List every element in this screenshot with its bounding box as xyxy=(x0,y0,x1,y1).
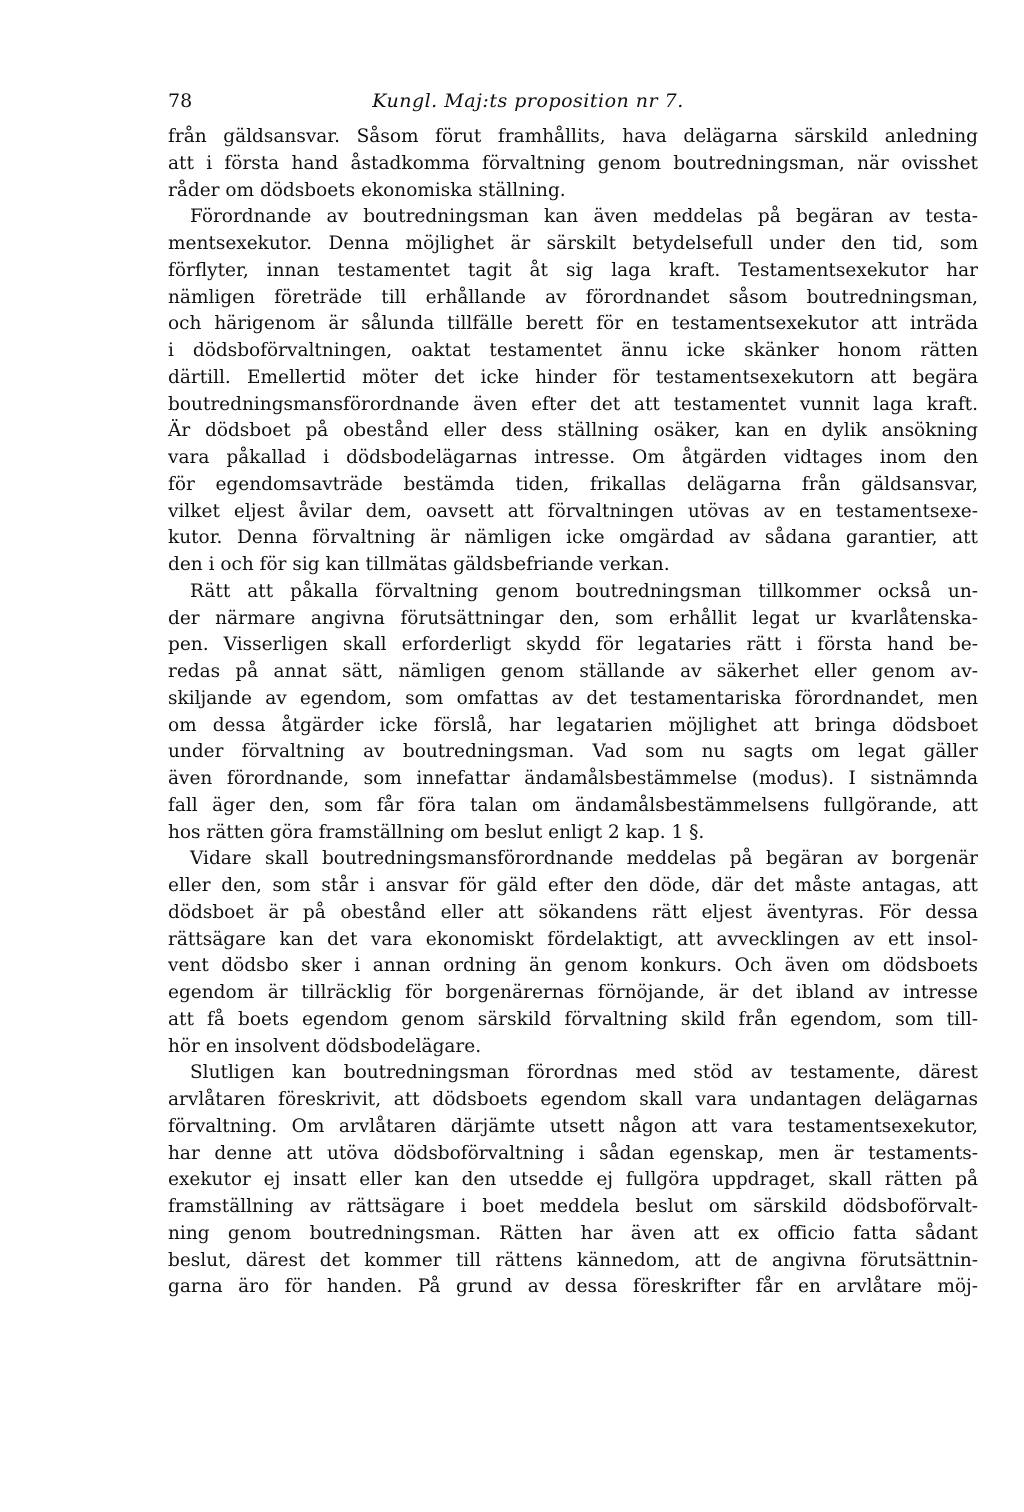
text-line: hos rätten göra framställning om beslut enligt 2 kap. 1 §. xyxy=(168,821,705,843)
text-line: vara påkallad i dödsbodelägarnas intresse. Om åtgärden vidtages inom den xyxy=(168,447,978,468)
text-line: därtill. Emellertid möter det icke hinder för testamentsexekutorn att begära xyxy=(168,366,978,388)
text-line: och härigenom är sålunda tillfälle berett för en testamentsexekutor att inträda xyxy=(168,313,978,335)
text-line: även förordnande, som innefattar ändamålsbestämmelse (modus). I sistnämnda xyxy=(168,768,978,789)
running-title: Kungl. Maj:ts proposition nr 7. xyxy=(372,90,684,112)
text-line: der närmare angivna förutsättningar den, som erhållit legat ur kvarlåtenska- xyxy=(168,607,978,629)
text-line: Förordnande av boutredningsman kan även meddelas på begäran av testa- xyxy=(190,206,978,228)
body-text xyxy=(168,124,978,1301)
text-line: att i första hand åstadkomma förvaltning genom boutredningsman, när ovisshet xyxy=(168,152,978,174)
text-line: rättsägare kan det vara ekonomiskt fördelaktigt, att avvecklingen av ett insol- xyxy=(168,928,978,950)
text-line: mentsexekutor. Denna möjlighet är särskilt betydelsefull under den tid, som xyxy=(168,233,978,254)
text-line: i dödsboförvaltningen, oaktat testamentet ännu icke skänker honom rätten xyxy=(168,340,978,361)
text-line: arvlåtaren föreskrivit, att dödsboets egendom skall vara undantagen delägarnas xyxy=(168,1089,978,1110)
text-line: under förvaltning av boutredningsman. Vad som nu sagts om legat gäller xyxy=(168,741,978,763)
text-line: har denne att utöva dödsboförvaltning i sådan egenskap, men är testaments- xyxy=(168,1142,978,1164)
text-line: Vidare skall boutredningsmansförordnande meddelas på begäran av borgenär xyxy=(190,848,978,870)
text-line: den i och för sig kan tillmätas gäldsbefriande verkan. xyxy=(168,554,670,575)
text-line: förflyter, innan testamentet tagit åt sig laga kraft. Testamentsexekutor har xyxy=(168,259,978,281)
text-line: egendom är tillräcklig för borgenärernas förnöjande, är det ibland av intresse xyxy=(168,982,978,1003)
text-line: nämligen företräde till erhållande av förordnandet såsom boutredningsman, xyxy=(168,286,978,308)
text-line: pen. Visserligen skall erforderligt skydd för legataries rätt i första hand be- xyxy=(168,634,978,656)
text-line: eller den, som står i ansvar för gäld efter den döde, där det måste antagas, att xyxy=(168,875,978,896)
text-line: beslut, därest det kommer till rättens kännedom, att de angivna förutsättnin- xyxy=(168,1249,978,1271)
text-line: förvaltning. Om arvlåtaren därjämte utsett någon att vara testamentsexekutor, xyxy=(168,1115,978,1137)
text-line: råder om dödsboets ekonomiska ställning. xyxy=(168,179,566,201)
text-line: kutor. Denna förvaltning är nämligen icke omgärdad av sådana garantier, att xyxy=(168,527,978,549)
text-line: Slutligen kan boutredningsman förordnas med stöd av testamente, därest xyxy=(190,1062,978,1084)
text-line: fall äger den, som får föra talan om ändamålsbestämmelsens fullgörande, att xyxy=(168,794,978,816)
text-line: ning genom boutredningsman. Rätten har även att ex officio fatta sådant xyxy=(168,1222,978,1244)
page-number: 78 xyxy=(168,90,193,112)
text-line: dödsboet är på obestånd eller att sökandens rätt eljest äventyras. För dessa xyxy=(168,901,978,923)
text-line: redas på annat sätt, nämligen genom ställande av säkerhet eller genom av- xyxy=(168,661,978,682)
text-line: Rätt att påkalla förvaltning genom boutredningsman tillkommer också un- xyxy=(190,580,978,602)
text-line: hör en insolvent dödsbodelägare. xyxy=(168,1035,482,1057)
text-line: om dessa åtgärder icke förslå, har legatarien möjlighet att bringa dödsboet xyxy=(168,714,978,736)
text-line: exekutor ej insatt eller kan den utsedde ej fullgöra uppdraget, skall rätten på xyxy=(168,1169,978,1191)
text-line: från gäldsansvar. Såsom förut framhållits, hava delägarna särskild anledning xyxy=(168,126,978,147)
text-line: vilket eljest åvilar dem, oavsett att förvaltningen utövas av en testamentsexe- xyxy=(168,500,978,522)
text-line: vent dödsbo sker i annan ordning än genom konkurs. Och även om dödsboets xyxy=(168,955,978,977)
page-header xyxy=(168,88,888,114)
text-line: boutredningsmansförordnande även efter det att testamentet vunnit laga kraft. xyxy=(168,393,978,415)
text-line: att få boets egendom genom särskild förvaltning skild från egendom, som till- xyxy=(168,1008,978,1030)
text-line: garna äro för handen. På grund av dessa föreskrifter får en arvlåtare möj- xyxy=(168,1276,978,1298)
text-line: för egendomsavträde bestämda tiden, frikallas delägarna från gäldsansvar, xyxy=(168,473,978,495)
text-line: framställning av rättsägare i boet meddela beslut om särskild dödsboförvalt- xyxy=(168,1196,978,1217)
text-line: skiljande av egendom, som omfattas av det testamentariska förordnandet, men xyxy=(168,687,978,709)
text-line: Är dödsboet på obestånd eller dess ställning osäker, kan en dylik ansökning xyxy=(168,420,978,442)
